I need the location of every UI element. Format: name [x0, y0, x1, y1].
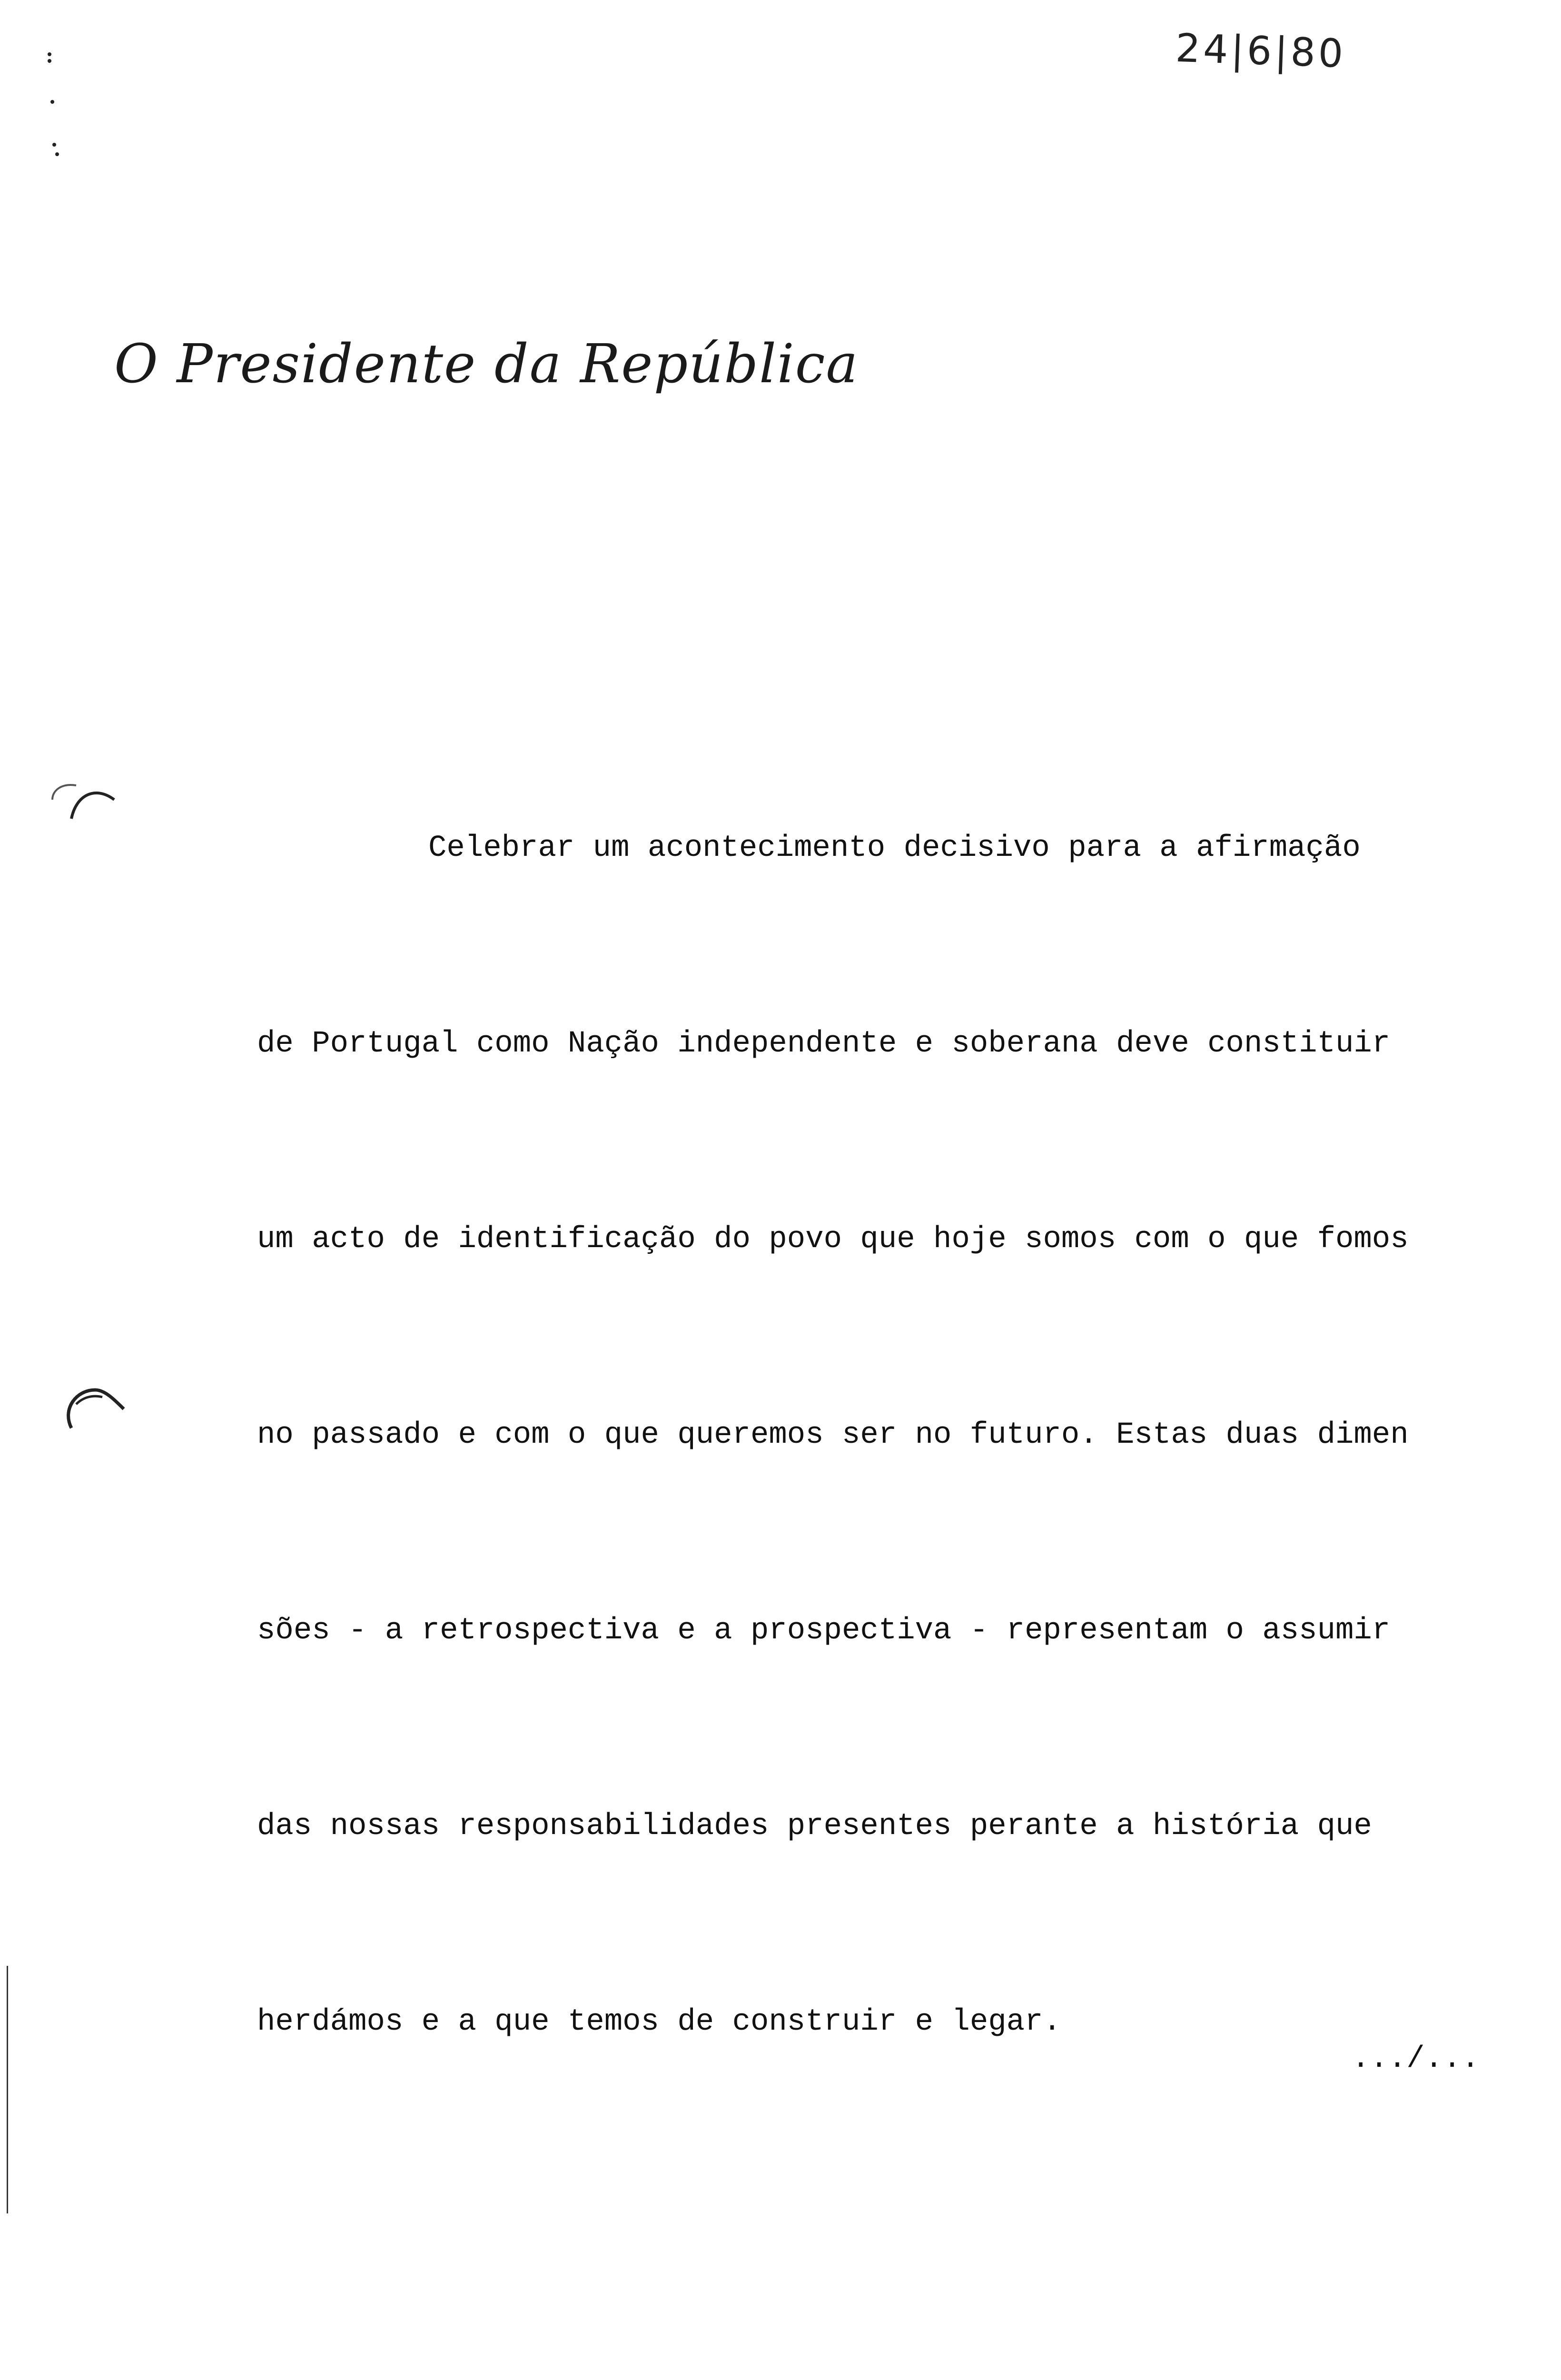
text-line: de Portugal como Nação independente e soberana deve constituir	[257, 1027, 1391, 1061]
text-line: um acto de identificação do povo que hoje somos com o que fomos	[257, 1222, 1409, 1257]
margin-check-mark	[43, 771, 128, 828]
text-line: das nossas responsabilidades presentes perante a história que	[257, 1809, 1372, 1844]
text-line: no passado e com o que queremos ser no futuro. Estas duas dimen	[257, 1418, 1409, 1452]
text-line: sões - a retrospectiva e a prospectiva - representam o assumir	[257, 1614, 1391, 1648]
text-line	[257, 2377, 1475, 2380]
margin-rule	[7, 1966, 8, 2213]
text-line: herdámos e a que temos de construir e legar.	[257, 2005, 1061, 2039]
paragraph-2	[257, 2246, 1475, 2380]
letterhead-title: O Presidente da República	[114, 333, 859, 395]
handwritten-date: 24|6|80	[1175, 25, 1347, 77]
paragraph-1	[257, 685, 1475, 2185]
continuation-mark: .../...	[1352, 2042, 1480, 2076]
text-line: Celebrar um acontecimento decisivo para a afirmação	[428, 831, 1361, 865]
margin-check-mark	[57, 1371, 133, 1433]
letter-body	[257, 685, 1475, 2380]
